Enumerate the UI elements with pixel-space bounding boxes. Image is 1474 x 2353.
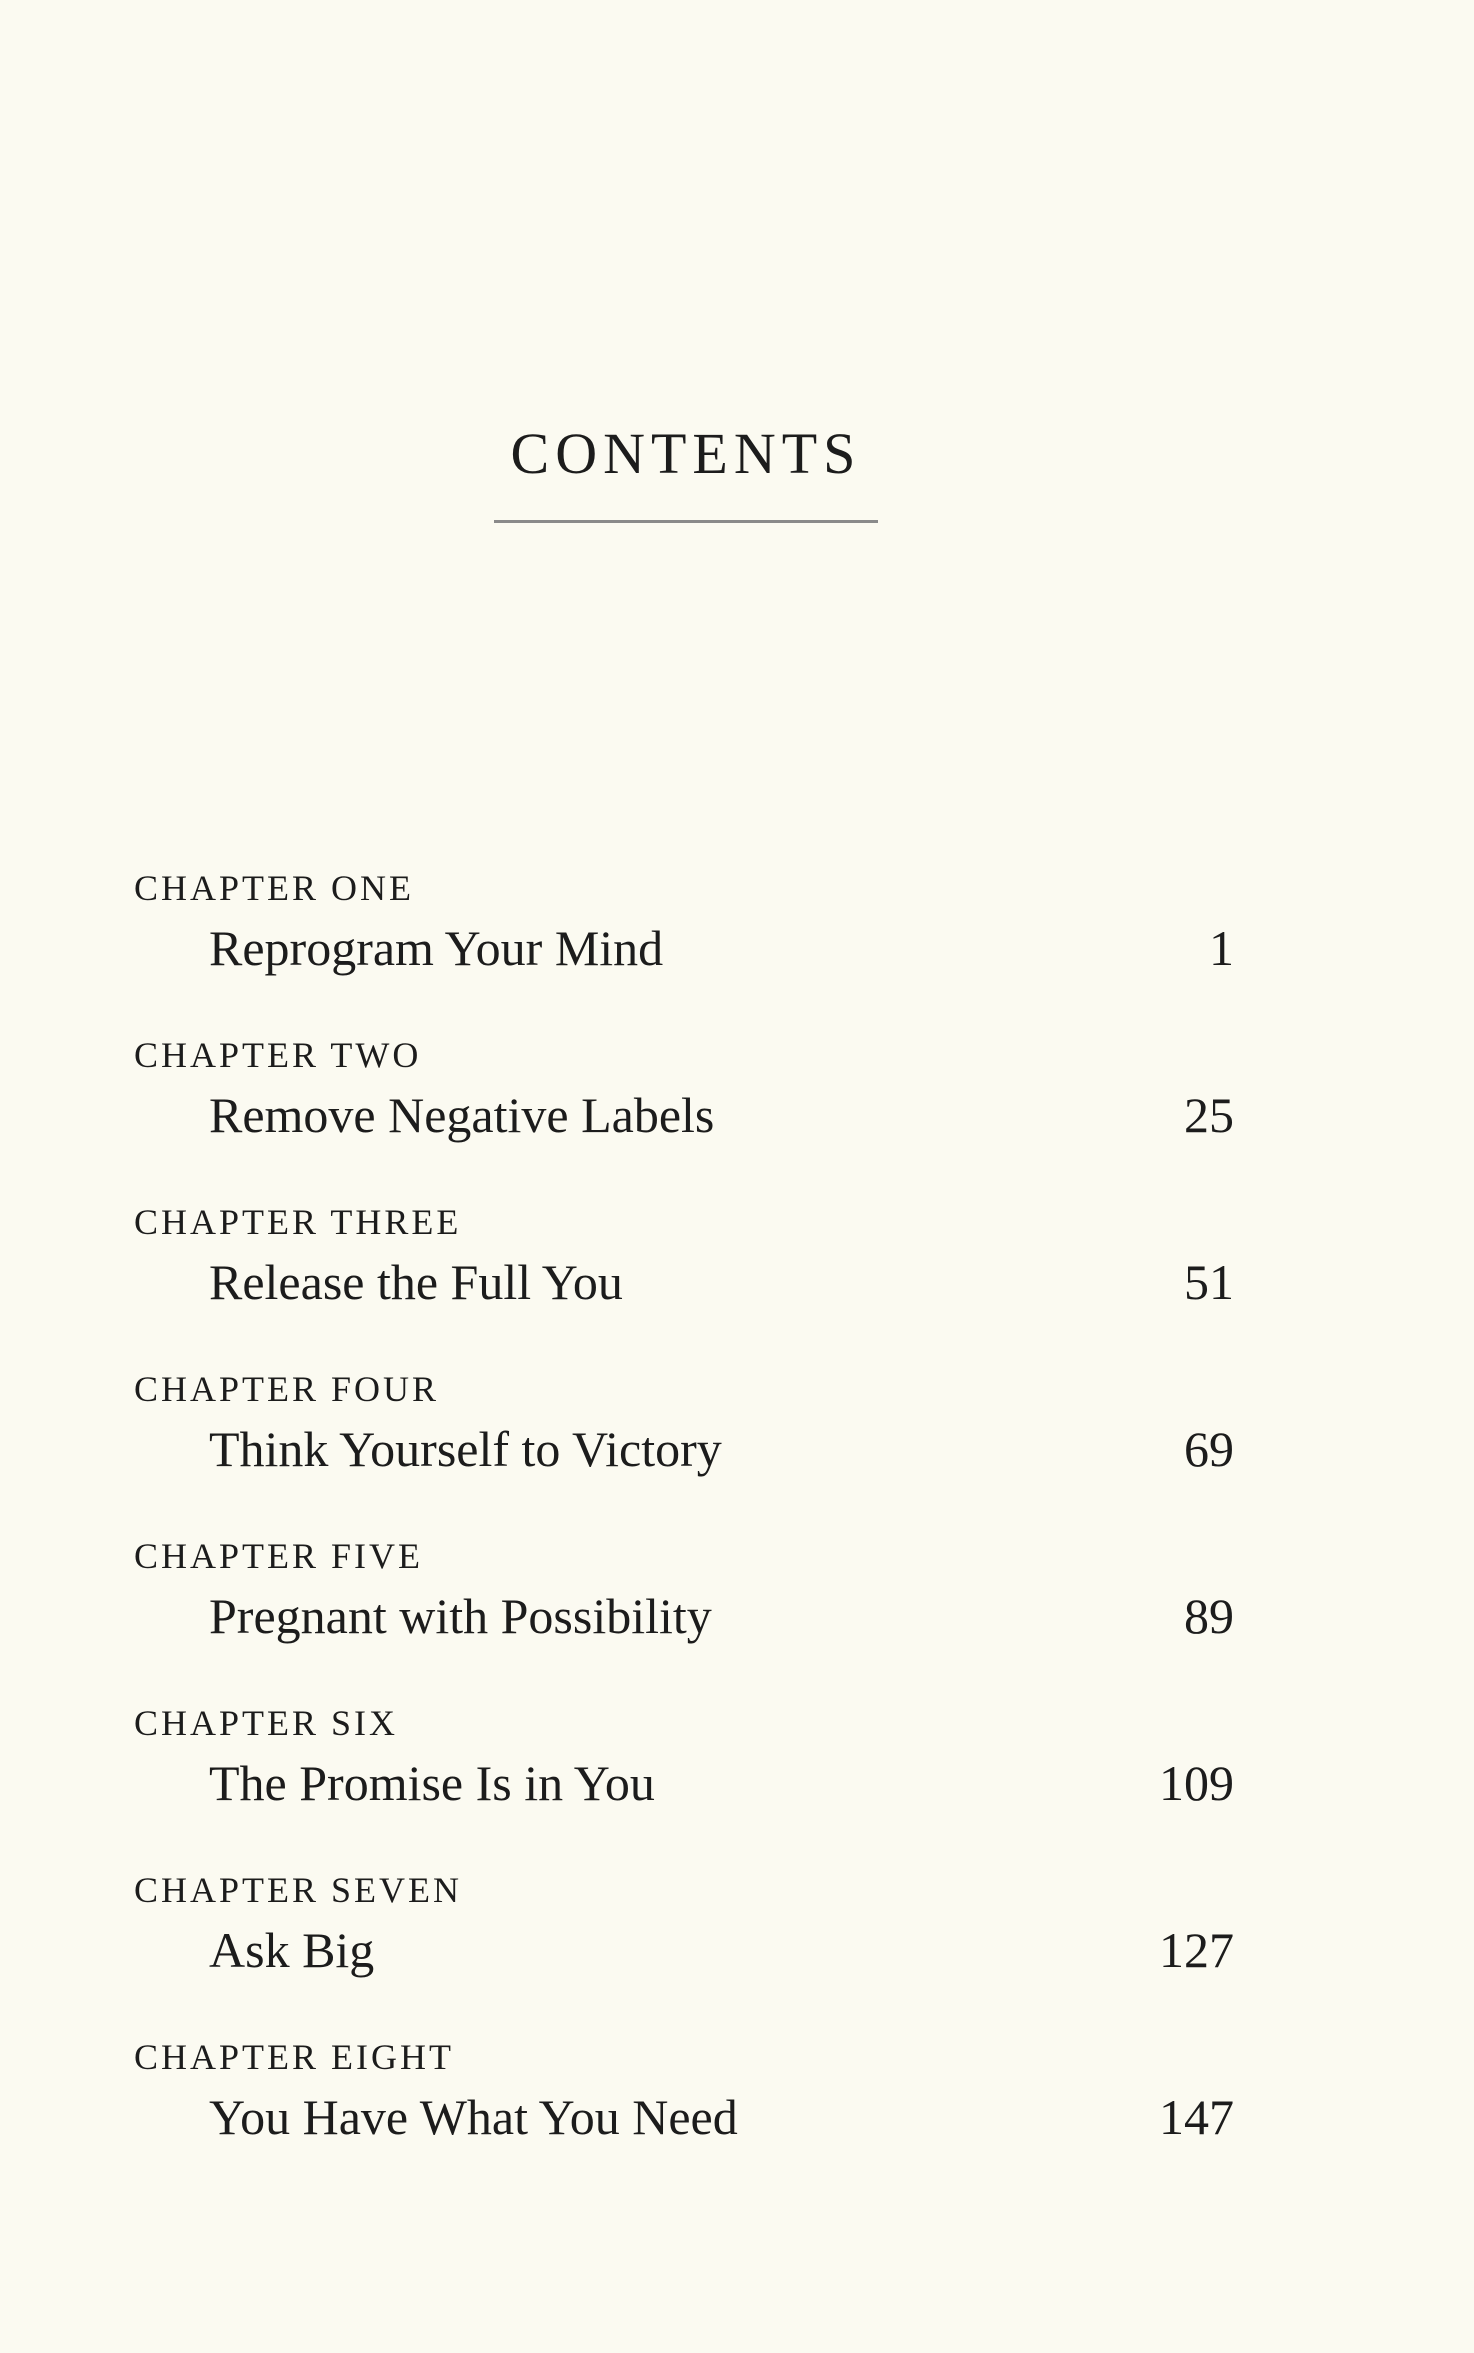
title-underline [494, 520, 878, 523]
chapter-title[interactable]: Ask Big [209, 1922, 375, 1978]
chapter-label: CHAPTER FIVE [134, 1536, 424, 1576]
toc-entry-chapter-four[interactable] [0, 1367, 1474, 1507]
chapter-title[interactable]: Remove Negative Labels [209, 1087, 715, 1143]
chapter-label: CHAPTER SIX [134, 1703, 399, 1743]
chapter-page-number: 69 [1184, 1421, 1234, 1477]
toc-entry-chapter-three[interactable] [0, 1200, 1474, 1340]
toc-entry-chapter-one[interactable] [0, 866, 1474, 1006]
chapter-page-number: 127 [1159, 1922, 1234, 1978]
chapter-title[interactable]: Reprogram Your Mind [209, 920, 664, 976]
page-title: CONTENTS [510, 421, 862, 486]
chapter-label: CHAPTER FOUR [134, 1369, 440, 1409]
chapter-page-number: 147 [1159, 2089, 1234, 2145]
toc-entry-chapter-two[interactable] [0, 1033, 1474, 1173]
toc-entry-chapter-five[interactable] [0, 1534, 1474, 1674]
chapter-label: CHAPTER THREE [134, 1202, 462, 1242]
chapter-title[interactable]: Think Yourself to Victory [209, 1421, 722, 1477]
chapter-label: CHAPTER TWO [134, 1035, 422, 1075]
chapter-label: CHAPTER EIGHT [134, 2037, 454, 2077]
chapter-title[interactable]: The Promise Is in You [209, 1755, 655, 1811]
toc-entry-chapter-six[interactable] [0, 1701, 1474, 1841]
chapter-title[interactable]: Release the Full You [209, 1254, 623, 1310]
chapter-title[interactable]: Pregnant with Possibility [209, 1588, 712, 1644]
toc-entry-chapter-seven[interactable] [0, 1868, 1474, 2008]
chapter-title[interactable]: You Have What You Need [209, 2089, 738, 2145]
toc-entry-chapter-eight[interactable] [0, 2035, 1474, 2175]
chapter-page-number: 109 [1159, 1755, 1234, 1811]
chapter-label: CHAPTER SEVEN [134, 1870, 463, 1910]
chapter-label: CHAPTER ONE [134, 868, 415, 908]
chapter-page-number: 25 [1184, 1087, 1234, 1143]
chapter-page-number: 1 [1209, 920, 1234, 976]
chapter-page-number: 89 [1184, 1588, 1234, 1644]
chapter-page-number: 51 [1184, 1254, 1234, 1310]
